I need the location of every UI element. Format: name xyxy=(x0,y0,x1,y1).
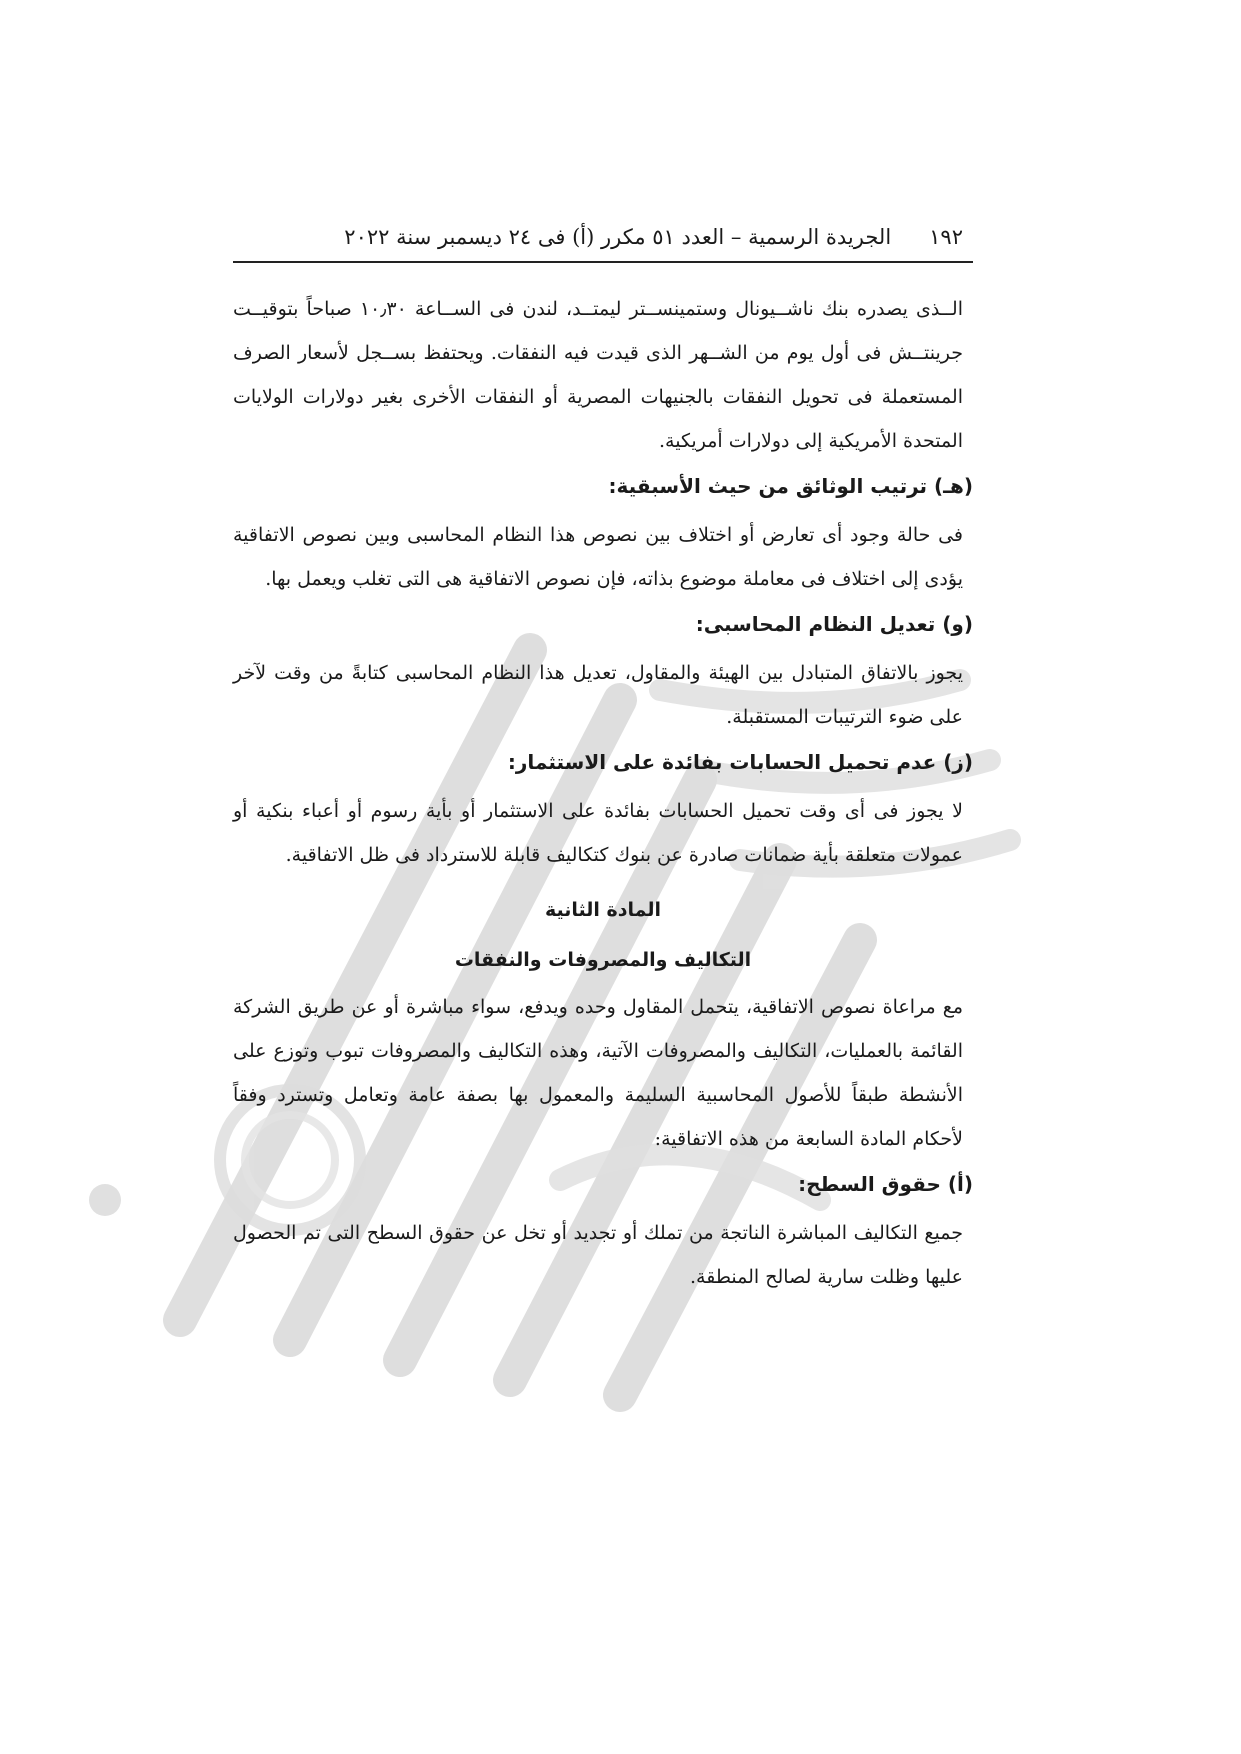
heading-no-interest: (ز) عدم تحميل الحسابات بفائدة على الاستثمار: xyxy=(507,750,973,774)
gazette-title: الجريدة الرسمية – العدد ٥١ مكرر (أ) فى ٢٤ ديسمبر سنة ٢٠٢٢ xyxy=(344,225,892,249)
article-title: المادة الثانية xyxy=(544,899,662,921)
running-header xyxy=(233,225,973,263)
paragraph-no-interest: لا يجوز فى أى وقت تحميل الحسابات بفائدة على الاستثمار أو بأية رسوم أو أعباء بنكية أو عمولات متعلقة بأية ضمانات صادرة عن بنوك كتكاليف قابلة للاسترداد فى ظل الاتفاقية. xyxy=(233,800,963,866)
paragraph-accounting-amendment: يجوز بالاتفاق المتبادل بين الهيئة والمقاول، تعديل هذا النظام المحاسبى كتابةً من وقت لآخر على ضوء الترتيبات المستقبلة. xyxy=(233,662,963,728)
article-subtitle: التكاليف والمصروفات والنفقات xyxy=(454,949,752,971)
heading-accounting-amendment: (و) تعديل النظام المحاسبى: xyxy=(695,612,973,636)
document-page xyxy=(233,225,973,1299)
page-number: ١٩٢ xyxy=(929,225,963,249)
heading-document-precedence: (هـ) ترتيب الوثائق من حيث الأسبقية: xyxy=(608,474,973,498)
paragraph-costs-expenses: مع مراعاة نصوص الاتفاقية، يتحمل المقاول وحده ويدفع، سواء مباشرة أو عن طريق الشركة القائمة بالعمليات، التكاليف والمصروفات الآتية، وهذه التكاليف والمصروفات تبوب وتوزع على الأنشطة طبقاً للأصول المحاسبية السليمة والمعمول بها بصفة عامة وتعامل وتسترد وفقاً لأحكام المادة السابعة من هذه الاتفاقية: xyxy=(233,996,963,1150)
paragraph-exchange-rates: الــذى يصدره بنك ناشــيونال وستمينســتر ليمتــد، لندن فى الســاعة ١٠٫٣٠ صباحاً بتوقيــت جرينتــش فى أول يوم من الشــهر الذى قيدت فيه النفقات. ويحتفظ بســجل لأسعار الصرف المستعملة فى تحويل النفقات بالجنيهات المصرية أو النفقات الأخرى بغير دولارات الولايات المتحدة الأمريكية إلى دولارات أمريكية. xyxy=(233,298,963,452)
paragraph-surface-rights: جميع التكاليف المباشرة الناتجة من تملك أو تجديد أو تخل عن حقوق السطح التى تم الحصول عليها وظلت سارية لصالح المنطقة. xyxy=(233,1222,963,1288)
paragraph-document-precedence: فى حالة وجود أى تعارض أو اختلاف بين نصوص هذا النظام المحاسبى وبين نصوص الاتفاقية يؤدى إلى اختلاف فى معاملة موضوع بذاته، فإن نصوص الاتفاقية هى التى تغلب ويعمل بها. xyxy=(233,524,963,590)
heading-surface-rights: (أ) حقوق السطح: xyxy=(798,1172,973,1196)
